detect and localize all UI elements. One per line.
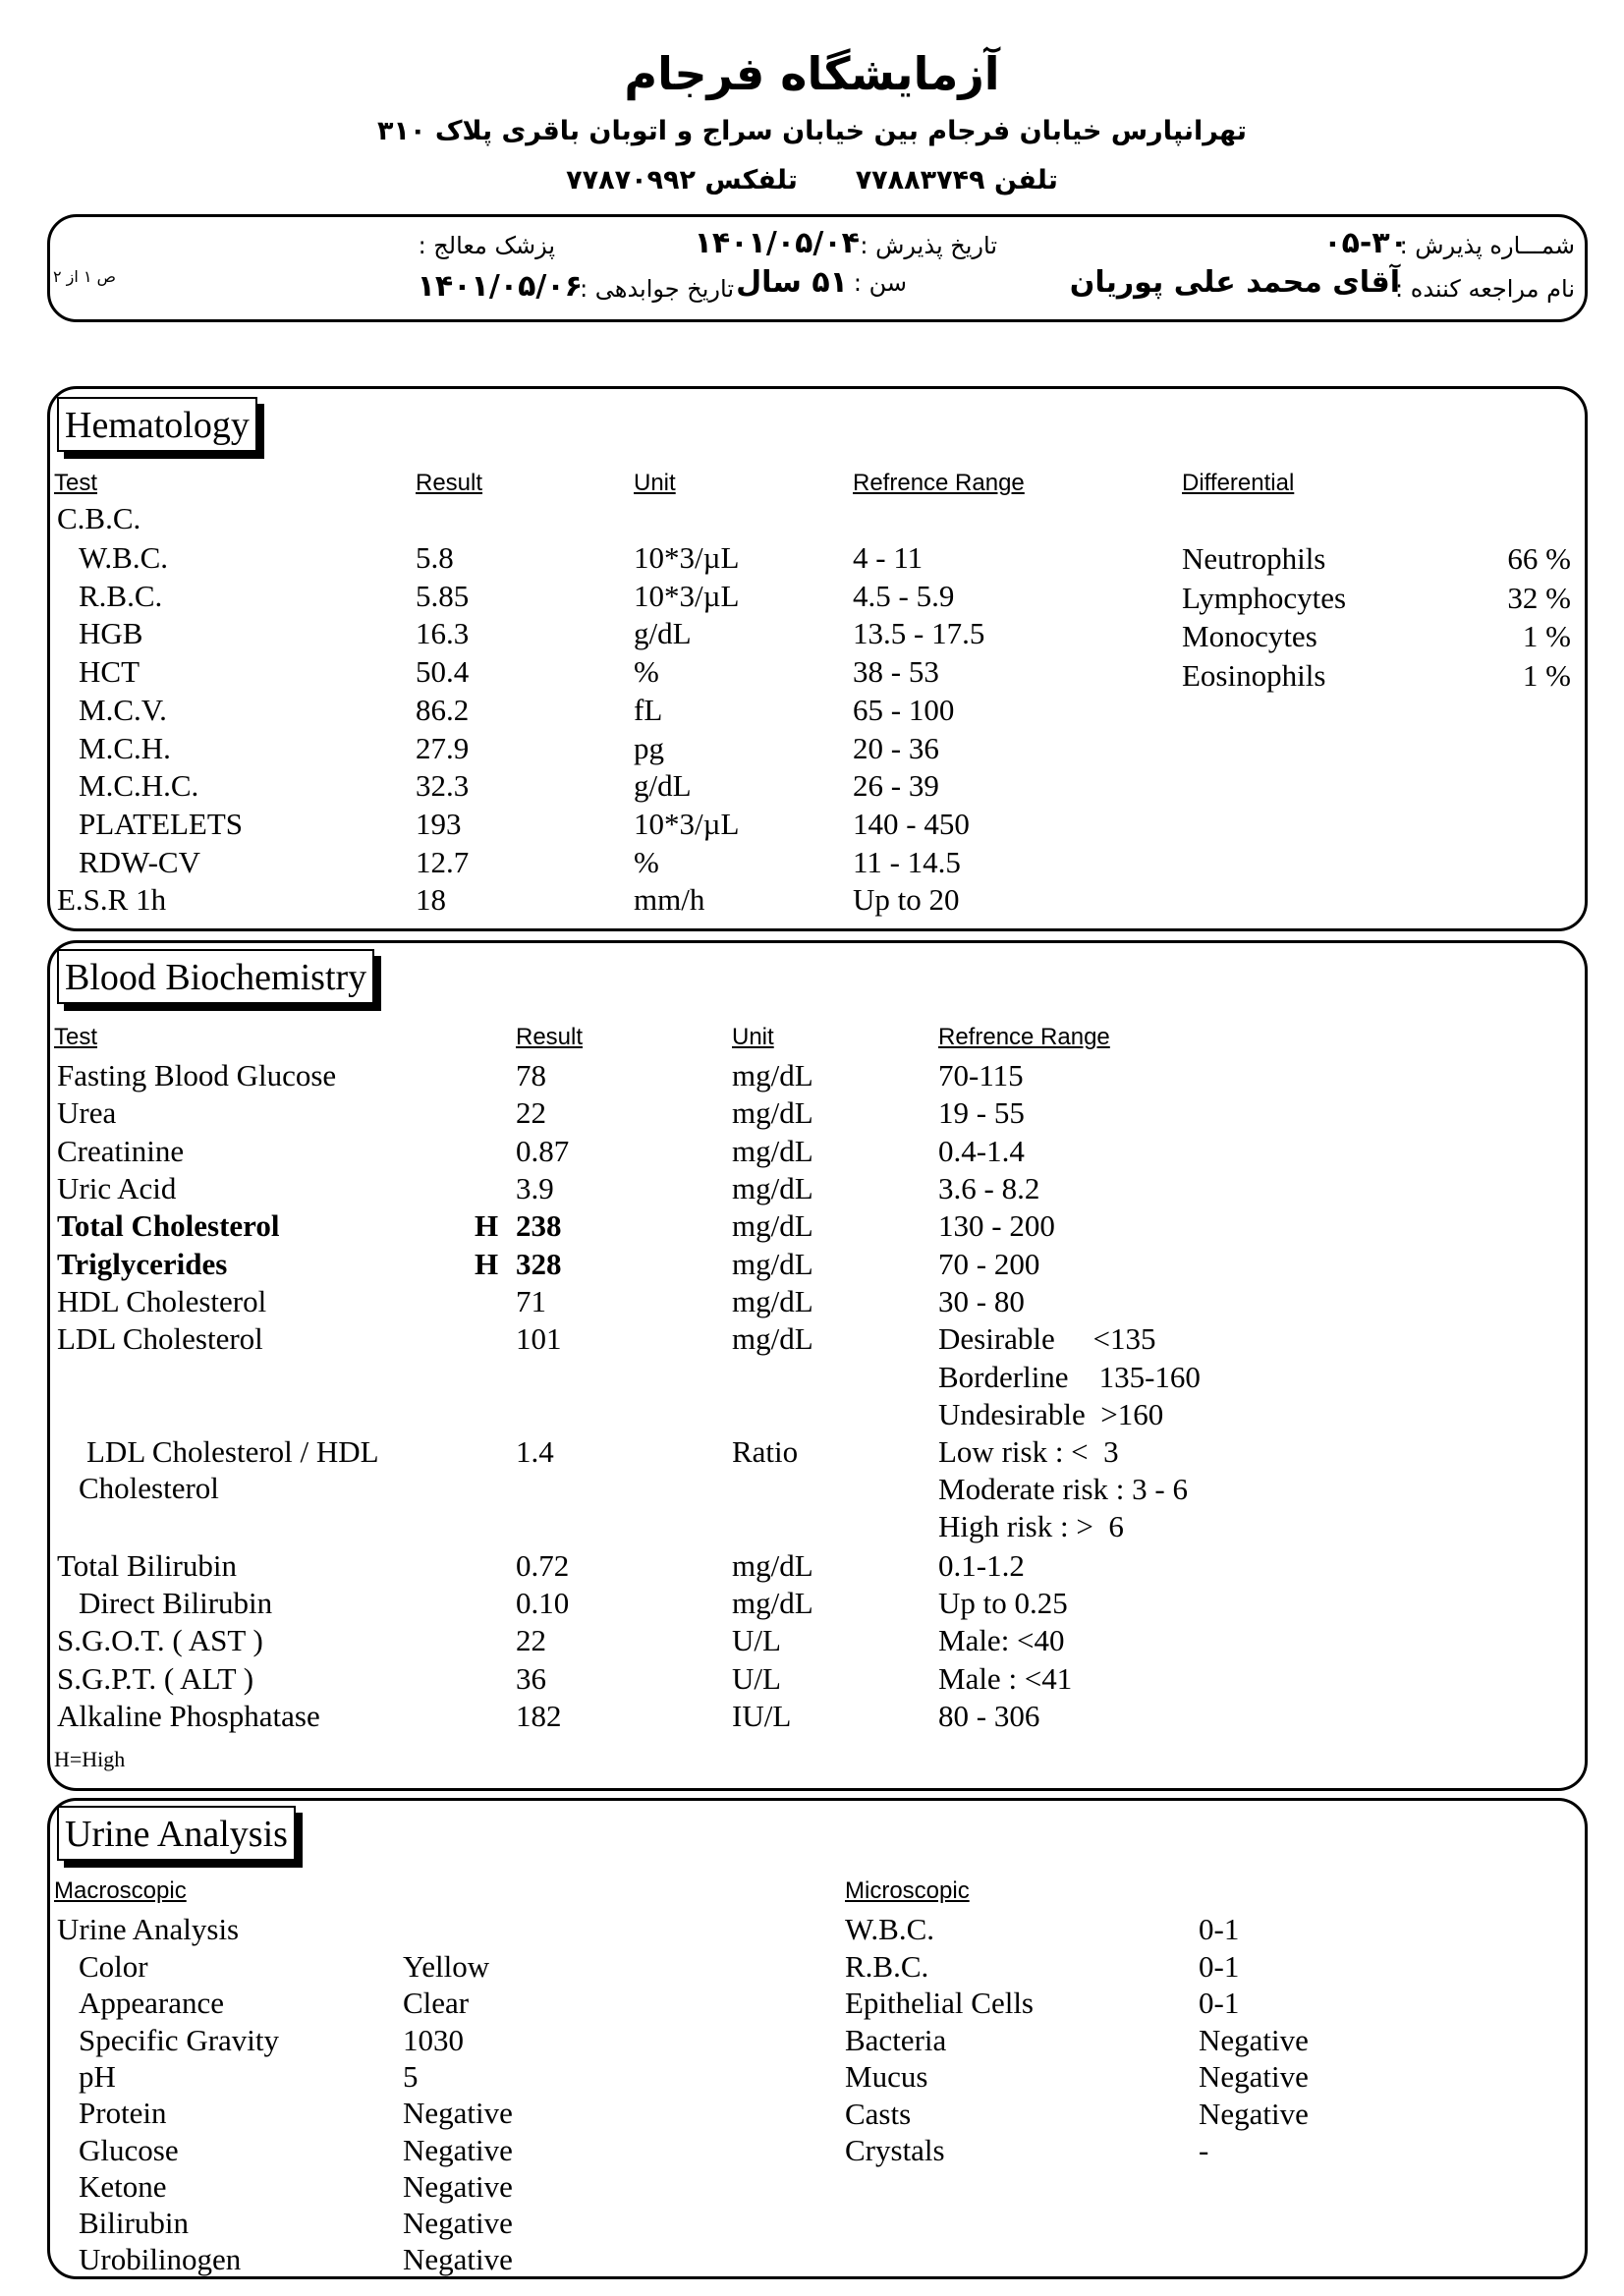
bio-test-unit: IU/L [732,1699,792,1733]
urine-micro-test: Casts [845,2097,912,2131]
urine-macro-result: Negative [403,2242,513,2276]
bio-test-name: Uric Acid [57,1171,177,1205]
differential-value: 66 % [1507,541,1571,576]
urine-macro-test: pH [79,2059,116,2094]
differential-name: Lymphocytes [1182,581,1347,615]
urine-macro-test: Color [79,1949,148,1984]
urine-macro-result: 1030 [403,2023,464,2057]
ratio-test-line2: Cholesterol [79,1471,219,1505]
bio-test-result: 3.9 [516,1171,554,1205]
hema-test-result: 86.2 [416,693,470,727]
hema-test-range: 4 - 11 [853,540,924,575]
bio-header-test: Test [54,1024,98,1050]
differential-name: Eosinophils [1182,658,1326,693]
urine-macro-result: Negative [403,2133,513,2167]
bio-test-name: HDL Cholesterol [57,1284,267,1318]
bio-test-result: 0.87 [516,1134,570,1168]
urine-macro-header: Macroscopic [54,1877,187,1904]
fax-number: ۷۷۸۷۰۹۹۲ [566,165,696,196]
bio-test-name: Total Cholesterol [57,1208,280,1243]
hema-test-unit: 10*3/µL [634,579,740,613]
hema-test-unit: g/dL [634,768,692,803]
hema-test-range: 11 - 14.5 [853,845,961,879]
bio-test-result: 101 [516,1321,562,1356]
hema-test-range: Up to 20 [853,882,960,917]
hematology-section [47,386,1588,931]
hema-test-range: 26 - 39 [853,768,939,803]
ratio-range-moderate: Moderate risk : 3 - 6 [938,1472,1188,1506]
urine-micro-result: Negative [1199,2023,1309,2057]
urine-macro-result: Negative [403,2096,513,2130]
hema-header-test: Test [54,470,98,496]
hematology-title: Hematology [57,397,257,452]
fax-label: تلفکس [704,165,798,196]
bio-test-unit: mg/dL [732,1284,813,1318]
bio-test-name: Total Bilirubin [57,1548,237,1583]
hema-test-result: 12.7 [416,845,470,879]
bio-test-range: Male: <40 [938,1623,1065,1657]
admission-number: ۰۵-۳۰ [1323,226,1408,260]
urine-micro-header: Microscopic [845,1877,970,1904]
bio-test-range: Desirable <135 [938,1321,1156,1356]
bio-test-unit: mg/dL [732,1095,813,1130]
bio-high-flag: H [475,1208,499,1243]
differential-value: 1 % [1522,658,1571,693]
bio-test-name: S.G.O.T. ( AST ) [57,1623,263,1657]
bio-test-result: 36 [516,1661,546,1696]
differential-value: 1 % [1522,619,1571,653]
bio-test-name: Creatinine [57,1134,185,1168]
hema-test-unit: % [634,845,659,879]
hema-test-result: 5.85 [416,579,470,613]
hema-test-range: 65 - 100 [853,693,955,727]
differential-name: Monocytes [1182,619,1317,653]
urine-group-label: Urine Analysis [57,1912,240,1946]
urine-macro-test: Urobilinogen [79,2242,242,2276]
cbc-group-label: C.B.C. [57,501,141,535]
lab-address: تهرانپارس خیابان فرجام بین خیابان سراج و اتوبان باقری پلاک ۳۱۰ [376,116,1248,146]
hema-test-range: 38 - 53 [853,654,939,689]
bio-test-range: 0.1-1.2 [938,1548,1025,1583]
ratio-test-line1: LDL Cholesterol / HDL [86,1434,379,1469]
biochemistry-title: Blood Biochemistry [57,949,374,1004]
ldl-range-undesirable: Undesirable >160 [938,1397,1164,1431]
bio-test-result: 78 [516,1058,546,1092]
hema-test-name: HCT [79,654,140,689]
urine-micro-result: 0-1 [1199,1949,1240,1984]
differential-name: Neutrophils [1182,541,1326,576]
hema-test-result: 16.3 [416,616,470,650]
bio-test-result: 22 [516,1095,546,1130]
page-number: ص ۱ از ۲ [53,267,116,286]
urine-micro-test: W.B.C. [845,1912,935,1946]
bio-test-result: 0.72 [516,1548,570,1583]
bio-test-name: Alkaline Phosphatase [57,1699,320,1733]
bio-test-result: 182 [516,1699,562,1733]
hema-test-name: W.B.C. [79,540,169,575]
hema-test-result: 5.8 [416,540,454,575]
admission-date: ۱۴۰۱/۰۵/۰۴ [694,226,860,260]
urine-micro-test: Mucus [845,2059,928,2094]
hema-header-unit: Unit [634,470,676,496]
bio-test-range: 0.4-1.4 [938,1134,1025,1168]
bio-test-result: 238 [516,1208,562,1243]
hema-header-result: Result [416,470,483,496]
bio-high-flag: H [475,1247,499,1281]
hema-test-unit: pg [634,731,664,765]
report-date: ۱۴۰۱/۰۵/۰۶ [417,269,583,304]
bio-test-result: 328 [516,1247,562,1281]
admission-label: شمـــاره پذیرش : [1399,232,1575,259]
hema-test-name: E.S.R 1h [57,882,167,917]
hema-test-name: PLATELETS [79,807,244,841]
bio-test-name: Urea [57,1095,117,1130]
bio-test-unit: mg/dL [732,1208,813,1243]
bio-test-unit: mg/dL [732,1134,813,1168]
patient-name-label: نام مراجعه کننده : [1395,275,1575,303]
bio-test-unit: mg/dL [732,1548,813,1583]
urine-micro-test: Epithelial Cells [845,1986,1034,2020]
bio-test-range: 30 - 80 [938,1284,1025,1318]
urine-macro-result: 5 [403,2059,419,2094]
urine-macro-result: Negative [403,2206,513,2240]
age-label: سن : [853,269,907,297]
hema-test-name: M.C.H.C. [79,768,199,803]
bio-test-unit: mg/dL [732,1171,813,1205]
urine-macro-test: Protein [79,2096,167,2130]
bio-test-range: 19 - 55 [938,1095,1025,1130]
bio-test-unit: U/L [732,1623,781,1657]
physician-label: پزشک معالج : [418,232,555,259]
bio-test-result: 22 [516,1623,546,1657]
lab-name: آزمایشگاه فرجام [624,47,1000,100]
ratio-range-high: High risk : > 6 [938,1509,1124,1543]
hema-test-unit: g/dL [634,616,692,650]
urine-macro-test: Glucose [79,2133,179,2167]
patient-name: آقای محمد علی پوریان [1069,265,1400,300]
differential-value: 32 % [1507,581,1571,615]
bio-test-unit: mg/dL [732,1321,813,1356]
hema-test-range: 20 - 36 [853,731,939,765]
urine-micro-test: Crystals [845,2133,945,2167]
urine-macro-result: Yellow [403,1949,490,1984]
hema-header-differential: Differential [1182,470,1295,496]
hema-test-unit: mm/h [634,882,705,917]
hema-test-range: 13.5 - 17.5 [853,616,985,650]
hema-test-result: 193 [416,807,462,841]
bio-test-range: 70-115 [938,1058,1024,1092]
bio-test-unit: U/L [732,1661,781,1696]
bio-test-name: Triglycerides [57,1247,228,1281]
urine-macro-test: Specific Gravity [79,2023,280,2057]
hema-test-name: R.B.C. [79,579,163,613]
urine-micro-result: Negative [1199,2059,1309,2094]
hema-header-range: Refrence Range [853,470,1025,496]
hema-test-name: M.C.V. [79,693,167,727]
hema-test-range: 4.5 - 5.9 [853,579,955,613]
bio-test-name: S.G.P.T. ( ALT ) [57,1661,254,1696]
bio-test-name: Fasting Blood Glucose [57,1058,337,1092]
admission-date-label: تاریخ پذیرش : [860,232,997,259]
urine-micro-result: 0-1 [1199,1912,1240,1946]
urine-macro-result: Negative [403,2169,513,2204]
urine-micro-result: Negative [1199,2097,1309,2131]
bio-test-name: Direct Bilirubin [79,1586,273,1620]
urine-macro-test: Appearance [79,1986,225,2020]
ratio-unit: Ratio [732,1434,799,1469]
bio-test-result: 71 [516,1284,546,1318]
lab-contact [0,165,1624,196]
bio-test-range: Male : <41 [938,1661,1073,1696]
phone-label: تلفن [993,165,1058,196]
urine-title: Urine Analysis [57,1806,296,1861]
urine-micro-result: 0-1 [1199,1986,1240,2020]
bio-test-range: Up to 0.25 [938,1586,1068,1620]
hema-test-unit: % [634,654,659,689]
hema-test-name: RDW-CV [79,845,200,879]
bio-test-unit: mg/dL [732,1247,813,1281]
bio-header-result: Result [516,1024,584,1050]
bio-test-unit: mg/dL [732,1586,813,1620]
hema-test-unit: fL [634,693,663,727]
hema-test-result: 27.9 [416,731,470,765]
bio-test-range: 3.6 - 8.2 [938,1171,1040,1205]
ratio-range-low: Low risk : < 3 [938,1434,1119,1469]
bio-header-range: Refrence Range [938,1024,1110,1050]
hema-test-name: M.C.H. [79,731,171,765]
ldl-range-borderline: Borderline 135-160 [938,1360,1201,1394]
flag-legend: H=High [54,1747,126,1771]
urine-micro-test: Bacteria [845,2023,947,2057]
hema-test-unit: 10*3/µL [634,540,740,575]
bio-test-range: 70 - 200 [938,1247,1040,1281]
urine-macro-result: Clear [403,1986,470,2020]
phone-number: ۷۷۸۸۳۷۴۹ [855,165,985,196]
hema-test-result: 50.4 [416,654,470,689]
hema-test-unit: 10*3/µL [634,807,740,841]
ratio-result: 1.4 [516,1434,554,1469]
urine-micro-test: R.B.C. [845,1949,929,1984]
urine-macro-test: Bilirubin [79,2206,189,2240]
bio-header-unit: Unit [732,1024,774,1050]
urine-micro-result: - [1199,2133,1209,2167]
hema-test-result: 32.3 [416,768,470,803]
bio-test-result: 0.10 [516,1586,570,1620]
bio-test-unit: mg/dL [732,1058,813,1092]
hema-test-range: 140 - 450 [853,807,970,841]
hema-test-name: HGB [79,616,143,650]
bio-test-range: 80 - 306 [938,1699,1040,1733]
patient-age: ۵۱ سال [736,265,848,300]
report-date-label: تاریخ جوابدهی : [580,275,734,303]
bio-test-range: 130 - 200 [938,1208,1055,1243]
urine-macro-test: Ketone [79,2169,167,2204]
hema-test-result: 18 [416,882,446,917]
bio-test-name: LDL Cholesterol [57,1321,263,1356]
